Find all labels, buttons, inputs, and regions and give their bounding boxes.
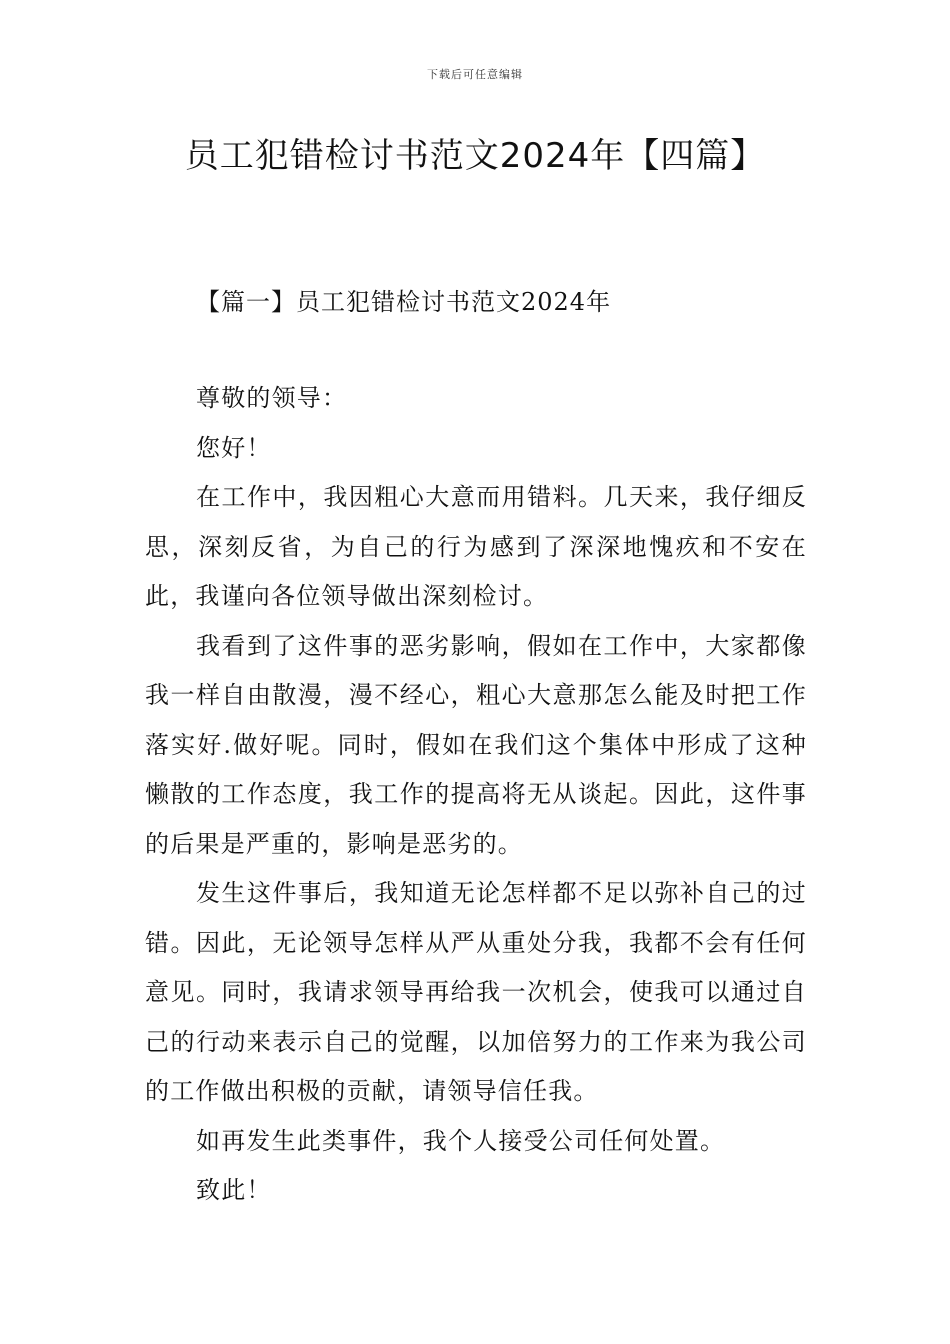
salutation: 尊敬的领导： bbox=[196, 384, 348, 412]
body-paragraph: 发生这件事后，我知道无论怎样都不足以弥补自己的过错。因此，无论领导怎样从严从重处分我，我都不会有任何意见。同时，我请求领导再给我一次机会，使我可以通过自己的行动来表示自己的觉醒，以加倍努力的工作来为我公司的工作做出积极的贡献，请领导信任我。 bbox=[145, 879, 807, 1105]
closing: 致此！ bbox=[196, 1176, 272, 1204]
header-note: 下载后可任意编辑 bbox=[427, 68, 523, 81]
body-paragraph: 在工作中，我因粗心大意而用错料。几天来，我仔细反思，深刻反省，为自己的行为感到了深深地愧疚和不安在此，我谨向各位领导做出深刻检讨。 bbox=[145, 483, 807, 610]
document-body bbox=[145, 374, 807, 1216]
document-title: 员工犯错检讨书范文2024年【四篇】 bbox=[184, 136, 766, 176]
section-title: 【篇一】员工犯错检讨书范文2024年 bbox=[196, 288, 612, 316]
greeting: 您好！ bbox=[196, 433, 272, 462]
body-paragraph: 我看到了这件事的恶劣影响，假如在工作中，大家都像我一样自由散漫，漫不经心，粗心大意那怎么能及时把工作落实好.做好呢。同时，假如在我们这个集体中形成了这种懒散的工作态度，我工作的提高将无从谈起。因此，这件事的后果是严重的，影响是恶劣的。 bbox=[145, 631, 807, 858]
body-paragraph: 如再发生此类事件，我个人接受公司任何处置。 bbox=[196, 1126, 726, 1155]
